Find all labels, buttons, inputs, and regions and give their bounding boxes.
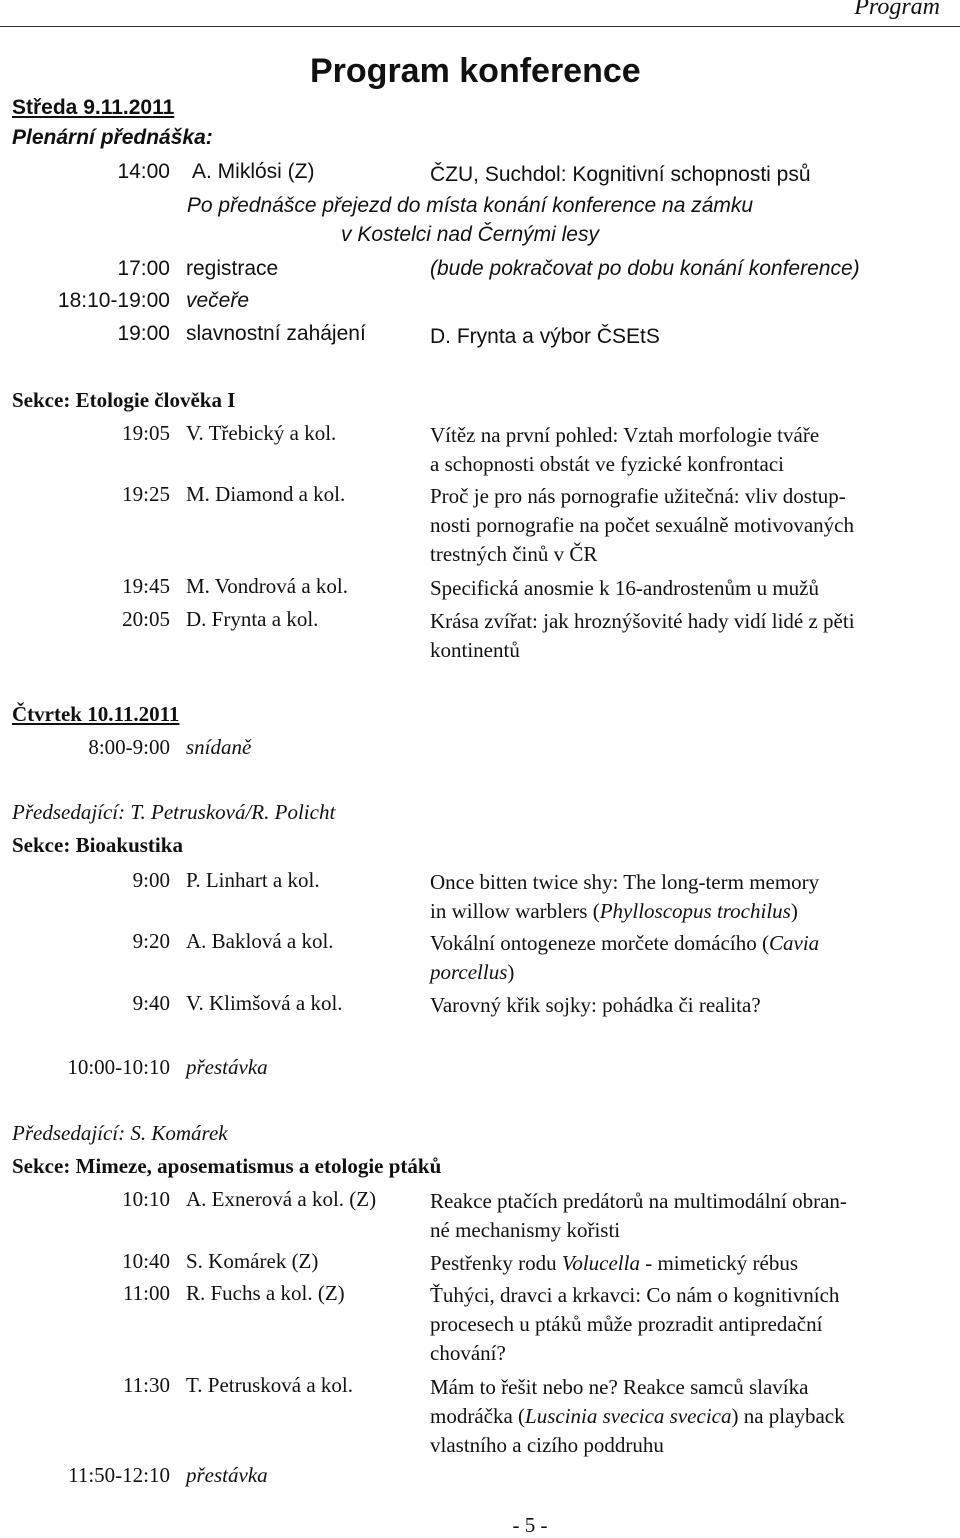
species-name: Phylloscopus trochilus [599, 899, 791, 923]
page-title: Program konference [310, 52, 641, 90]
speaker: A. Exnerová a kol. (Z) [186, 1187, 377, 1211]
speaker: A. Baklová a kol. [186, 929, 334, 953]
schedule-note: (bude pokračovat po dobu konání konference) [430, 257, 860, 280]
schedule-label: přestávka [186, 1463, 268, 1487]
talk-text: Vokální ontogeneze morčete domácího ( [430, 931, 769, 955]
time: 10:00-10:10 [67, 1055, 170, 1079]
schedule-label: registrace [186, 257, 279, 280]
time: 11:50-12:10 [68, 1463, 170, 1487]
talk-line: chování? [430, 1341, 506, 1365]
session-chair: Předsedající: T. Petrusková/R. Policht [12, 800, 336, 824]
day-heading-wednesday: Středa 9.11.2011 [12, 96, 175, 119]
transfer-note: v Kostelci nad Černými lesy [341, 223, 599, 246]
schedule-label: přestávka [186, 1055, 268, 1079]
talk-text: in willow warblers ( [430, 899, 600, 923]
talk-line: a schopnosti obstát ve fyzické konfrontaci [430, 452, 784, 476]
time: 8:00-9:00 [88, 735, 170, 759]
session-chair: Předsedající: S. Komárek [12, 1121, 228, 1145]
talk-line: Once bitten twice shy: The long-term memory [430, 870, 820, 894]
talk-line [430, 929, 819, 958]
talk-title [430, 1187, 847, 1245]
speaker: P. Linhart a kol. [186, 868, 320, 892]
talk-line [430, 958, 819, 987]
talk-line: vlastního a cizího poddruhu [430, 1433, 664, 1457]
talk-title [430, 1281, 839, 1368]
talk-title [430, 574, 819, 603]
talk-line: nosti pornografie na počet sexuálně motivovaných [430, 513, 854, 537]
speaker: A. Miklósi (Z) [192, 160, 315, 183]
talk-title [430, 482, 854, 569]
time: 19:25 [122, 482, 170, 506]
transfer-note: Po přednášce přejezd do místa konání konference na zámku [186, 194, 754, 217]
time: 10:40 [122, 1249, 170, 1273]
talk-text: ) [507, 960, 515, 984]
section-title: Sekce: Etologie člověka I [12, 388, 236, 412]
time: 9:40 [132, 991, 170, 1015]
time: 9:20 [132, 929, 170, 953]
talk-line: Proč je pro nás pornografie užitečná: vliv dostup- [430, 484, 846, 508]
time: 19:45 [122, 574, 170, 598]
talk-title [430, 929, 819, 987]
time: 18:10-19:00 [57, 289, 170, 312]
speaker: R. Fuchs a kol. (Z) [186, 1281, 345, 1305]
talk-text: modráčka ( [430, 1404, 526, 1428]
speaker: D. Frynta a kol. [186, 607, 319, 631]
section-title: Sekce: Mimeze, aposematismus a etologie ptáků [12, 1154, 442, 1178]
species-name: Luscinia svecica svecica [525, 1404, 732, 1428]
plenary-label: Plenární přednáška: [12, 126, 213, 149]
talk-line: Specifická anosmie k 16-androstenům u mužů [430, 576, 819, 600]
talk-text: ) na playback [731, 1404, 845, 1428]
speaker: S. Komárek (Z) [186, 1249, 319, 1273]
talk-line: Mám to řešit nebo ne? Reakce samců slavíka [430, 1375, 809, 1399]
talk-title: Varovný křik sojky: pohádka či realita? [430, 993, 761, 1017]
schedule-note: D. Frynta a výbor ČSEtS [430, 325, 660, 348]
talk-title [430, 1249, 798, 1278]
day-heading-thursday: Čtvrtek 10.11.2011 [12, 702, 180, 726]
time: 11:00 [122, 1281, 170, 1305]
header-label: Program [854, 0, 940, 20]
talk-line: procesech u ptáků může prozradit antipredační [430, 1312, 823, 1336]
section-title: Sekce: Bioakustika [12, 833, 183, 857]
time: 9:00 [132, 868, 170, 892]
header-rule [0, 26, 960, 27]
talk-line: né mechanismy kořisti [430, 1218, 621, 1242]
time: 19:05 [122, 421, 170, 445]
talk-text: ) [790, 899, 798, 923]
time: 17:00 [117, 257, 170, 280]
talk-title [430, 607, 855, 665]
talk-text: - mimetický rébus [639, 1251, 799, 1275]
talk-line [430, 1402, 845, 1431]
speaker: V. Klimšová a kol. [186, 991, 343, 1015]
talk-title [430, 868, 819, 926]
schedule-label: večeře [186, 289, 250, 312]
time: 19:00 [117, 322, 170, 345]
talk-title: ČZU, Suchdol: Kognitivní schopnosti psů [430, 163, 811, 186]
talk-line: Reakce ptačích predátorů na multimodální obran- [430, 1189, 847, 1213]
speaker: T. Petrusková a kol. [186, 1373, 353, 1397]
talk-line: kontinentů [430, 638, 520, 662]
talk-line [430, 897, 819, 926]
speaker: M. Diamond a kol. [186, 482, 346, 506]
page-number: - 5 - [512, 1513, 548, 1537]
time: 10:10 [122, 1187, 170, 1211]
time: 11:30 [122, 1373, 170, 1397]
speaker: V. Třebický a kol. [186, 421, 337, 445]
species-name: Volucella [561, 1251, 640, 1275]
talk-line: Ťuhýci, dravci a krkavci: Co nám o kognitivních [430, 1283, 840, 1307]
schedule-label: slavnostní zahájení [186, 322, 366, 345]
time: 14:00 [117, 160, 170, 183]
species-name: porcellus [430, 960, 508, 984]
talk-line: Vítěz na první pohled: Vztah morfologie tváře [430, 423, 820, 447]
time: 20:05 [122, 607, 170, 631]
talk-text: Pestřenky rodu [430, 1251, 562, 1275]
species-name: Cavia [769, 931, 820, 955]
talk-line: trestných činů v ČR [430, 542, 598, 566]
talk-title [430, 421, 819, 479]
schedule-label: snídaně [186, 735, 252, 759]
talk-title [430, 1373, 845, 1460]
speaker: M. Vondrová a kol. [186, 574, 348, 598]
talk-line: Krása zvířat: jak hroznýšovité hady vidí lidé z pěti [430, 609, 855, 633]
